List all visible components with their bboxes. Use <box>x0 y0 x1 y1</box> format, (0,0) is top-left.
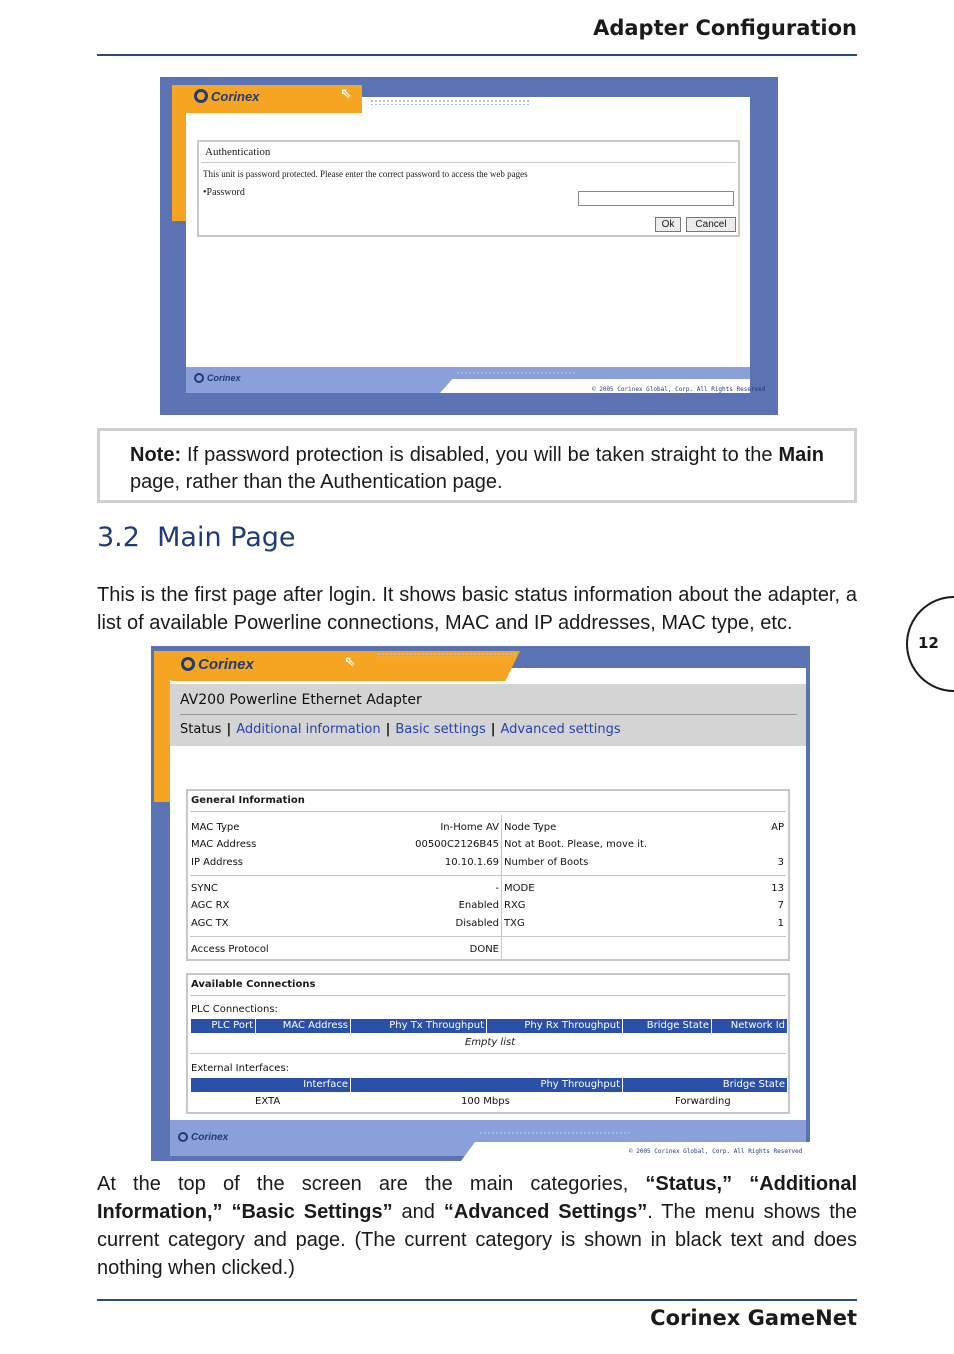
panel-title: Available Connections <box>191 979 316 990</box>
footer-dot-pattern <box>479 1131 629 1135</box>
auth-screenshot <box>160 77 778 415</box>
categories-bold: “Status,” “Additional Information,” “Basic Settings” <box>97 1173 857 1223</box>
row-value: 13 <box>771 883 784 894</box>
note-bold: Main <box>778 444 824 466</box>
corinex-logo: Corinex <box>181 656 254 673</box>
row-label: AGC TX <box>191 918 229 929</box>
panel-rule <box>190 811 786 812</box>
column-header: MAC Address <box>256 1019 351 1033</box>
row-value: 3 <box>777 857 784 868</box>
column-header: PLC Port <box>191 1019 256 1033</box>
note-text-1: If password protection is disabled, you will be taken straight to the <box>181 444 779 466</box>
row-label: MODE <box>504 883 535 894</box>
row-value: 7 <box>777 900 784 911</box>
nav-advanced-settings[interactable]: Advanced settings <box>500 722 621 737</box>
column-header: Interface <box>191 1078 351 1092</box>
arrow-icon: ⇖ <box>340 86 352 102</box>
auth-message: This unit is password protected. Please enter the correct password to access the web pages <box>203 169 528 179</box>
main-screenshot <box>151 646 810 1161</box>
row-label: Access Protocol <box>191 944 269 955</box>
column-header: Phy Throughput <box>351 1078 623 1092</box>
logo-ring-icon <box>181 657 195 671</box>
closing-paragraph: At the top of the screen are the main categories, “Status,” “Additional Information,” “Basic Settings” and “Advanced Settings”. The menu shows the current category and page. (The current category is shown in black text and does nothing when clicked.) <box>97 1173 857 1279</box>
intro-paragraph: This is the first page after login. It shows basic status information about the adapter, a list of available Powerline connections, MAC and IP addresses, MAC type, etc. <box>97 584 857 634</box>
column-header: Bridge State <box>623 1019 712 1033</box>
column-header: Bridge State <box>722 1079 785 1090</box>
column-header: Network Id <box>730 1020 785 1031</box>
footer-logo-ring-icon <box>178 1132 188 1142</box>
row-value: Disabled <box>455 918 499 929</box>
row-value: DONE <box>469 944 499 955</box>
available-connections-panel <box>186 973 790 1114</box>
running-header: Adapter Configuration <box>593 16 857 40</box>
panel-title: Authentication <box>201 142 736 163</box>
external-interfaces-label: External Interfaces: <box>191 1063 290 1074</box>
panel-rule <box>190 875 786 876</box>
row-value: In-Home AV <box>440 822 499 833</box>
row-label: AGC RX <box>191 900 230 911</box>
empty-list-text: Empty list <box>465 1037 516 1048</box>
bridge-state-value: Forwarding <box>675 1096 731 1107</box>
main-nav <box>180 722 621 737</box>
note-box <box>97 428 857 503</box>
row-value: 00500C2126B45 <box>415 839 499 850</box>
row-value: AP <box>771 822 784 833</box>
row-value: 1 <box>777 918 784 929</box>
footer-logo-ring-icon <box>194 373 204 383</box>
header-rule <box>97 54 857 56</box>
panel-rule <box>190 936 786 937</box>
note-text-2: page, rather than the Authentication page. <box>130 471 503 493</box>
password-input[interactable] <box>578 191 734 206</box>
authentication-panel <box>197 140 740 237</box>
page-number-tab <box>906 596 954 692</box>
row-value: 10.10.1.69 <box>444 857 499 868</box>
plc-connections-label: PLC Connections: <box>191 1004 278 1015</box>
interface-value: EXTA <box>255 1096 281 1107</box>
nav-separator: | <box>226 722 232 737</box>
row-value: - <box>495 883 499 894</box>
password-label: •Password <box>203 187 245 198</box>
device-title: AV200 Powerline Ethernet Adapter <box>180 692 422 708</box>
footer-logo: Corinex <box>178 1132 228 1143</box>
ext-table-header <box>191 1078 787 1092</box>
running-footer: Corinex GameNet <box>650 1306 857 1330</box>
row-label: TXG <box>504 918 525 929</box>
cancel-button[interactable]: Cancel <box>686 217 736 232</box>
throughput-value: 100 Mbps <box>461 1096 510 1107</box>
copyright: © 2005 Corinex Global, Corp. All Rights Reserved <box>629 1148 803 1155</box>
copyright: © 2005 Corinex Global, Corp. All Rights Reserved <box>592 386 766 393</box>
note-label: Note: <box>130 444 182 466</box>
dot-pattern <box>377 652 517 658</box>
logo-ring-icon <box>194 89 208 103</box>
column-header: Phy Rx Throughput <box>487 1019 623 1033</box>
nav-status[interactable]: Status <box>180 722 222 737</box>
dot-pattern <box>370 99 530 105</box>
panel-title: General Information <box>191 795 305 806</box>
footer-dot-pattern <box>456 371 576 375</box>
row-label: IP Address <box>191 857 243 868</box>
row-label: MAC Type <box>191 822 240 833</box>
advanced-bold: “Advanced Settings” <box>443 1201 648 1223</box>
row-value: Enabled <box>458 900 499 911</box>
side-strip <box>154 662 170 802</box>
corinex-logo: Corinex <box>194 89 259 104</box>
panel-rule <box>190 1053 786 1054</box>
general-information-panel <box>186 789 790 961</box>
row-label: Not at Boot. Please, move it. <box>504 839 648 850</box>
page-number: 12 <box>918 634 939 652</box>
footer-rule <box>97 1299 857 1301</box>
section-title: 3.2 Main Page <box>97 522 296 553</box>
title-rule <box>180 714 797 715</box>
row-label: RXG <box>504 900 526 911</box>
row-label: Number of Boots <box>504 857 589 868</box>
row-label: SYNC <box>191 883 218 894</box>
nav-basic-settings[interactable]: Basic settings <box>395 722 486 737</box>
footer-logo: Corinex <box>194 373 241 383</box>
nav-additional-information[interactable]: Additional information <box>236 722 381 737</box>
nav-separator: | <box>385 722 391 737</box>
arrow-icon: ⇖ <box>344 654 356 670</box>
panel-rule <box>190 995 786 996</box>
ok-button[interactable]: Ok <box>655 217 681 232</box>
column-divider <box>501 815 502 959</box>
row-label: Node Type <box>504 822 557 833</box>
nav-separator: | <box>490 722 496 737</box>
plc-table-header <box>191 1019 787 1033</box>
column-header: Phy Tx Throughput <box>351 1019 487 1033</box>
row-label: MAC Address <box>191 839 257 850</box>
